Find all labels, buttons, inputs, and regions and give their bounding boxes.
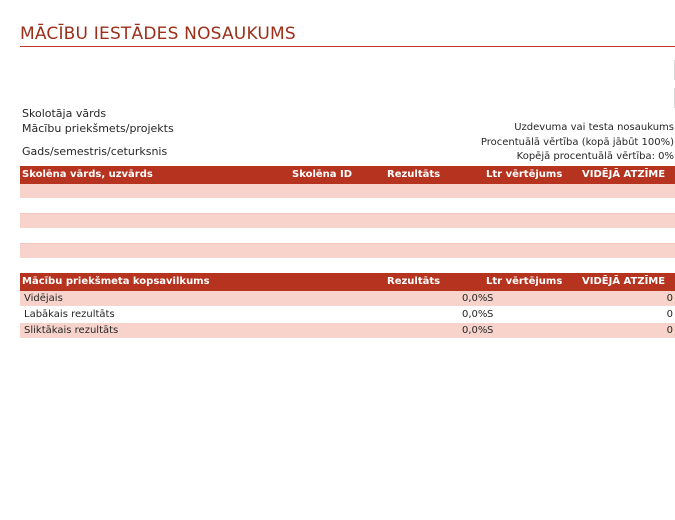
summary-row-label: Vidējais [24,293,63,304]
col-header-average-grade[interactable]: VIDĒJĀ ATZĪME [582,276,666,287]
table-row[interactable] [20,244,675,259]
summary-table [20,273,675,339]
period-label: Gads/semestris/ceturksnis [22,145,168,158]
summary-row-percent: 0,0% [462,293,488,304]
teacher-name-label: Skolotāja vārds [22,107,107,120]
col-header-summary[interactable]: Mācību priekšmeta kopsavilkums [22,276,210,287]
table-row[interactable] [20,184,675,199]
table-row[interactable] [20,199,675,214]
col-header-letter-grade[interactable]: Ltr vērtējums [486,169,563,180]
summary-row-percent: 0,0% [462,309,488,320]
col-header-student-name[interactable]: Skolēna vārds, uzvārds [22,169,153,180]
page-title: MĀCĪBU IESTĀDES NOSAUKUMS [20,24,296,44]
title-divider [20,46,675,47]
table-row[interactable] [20,323,675,339]
col-header-letter-grade[interactable]: Ltr vērtējums [486,276,563,287]
summary-row-label: Labākais rezultāts [24,309,115,320]
students-table-header [20,166,675,184]
percent-value-label: Procentuālā vērtība (kopā jābūt 100%) [480,137,674,148]
table-row[interactable] [20,229,675,244]
table-row[interactable] [20,307,675,323]
assignment-name-label: Uzdevuma vai testa nosaukums [514,122,674,133]
summary-row-average: 0 [666,325,673,336]
summary-row-label: Sliktākais rezultāts [24,325,119,336]
summary-row-grade: S [487,309,494,320]
col-header-average-grade[interactable]: VIDĒJĀ ATZĪME [582,169,666,180]
table-row[interactable] [20,291,675,307]
col-header-student-id[interactable]: Skolēna ID [292,169,353,180]
subject-label: Mācību priekšmets/projekts [22,122,174,135]
summary-row-average: 0 [666,293,673,304]
summary-row-percent: 0,0% [462,325,488,336]
col-header-result[interactable]: Rezultāts [387,276,441,287]
summary-table-header [20,273,675,291]
students-table [20,166,675,259]
summary-row-grade: S [487,293,494,304]
summary-row-average: 0 [666,309,673,320]
total-percent-label: Kopējā procentuālā vērtība: 0% [516,151,674,162]
table-row[interactable] [20,214,675,229]
col-header-result[interactable]: Rezultāts [387,169,441,180]
summary-row-grade: S [487,325,494,336]
